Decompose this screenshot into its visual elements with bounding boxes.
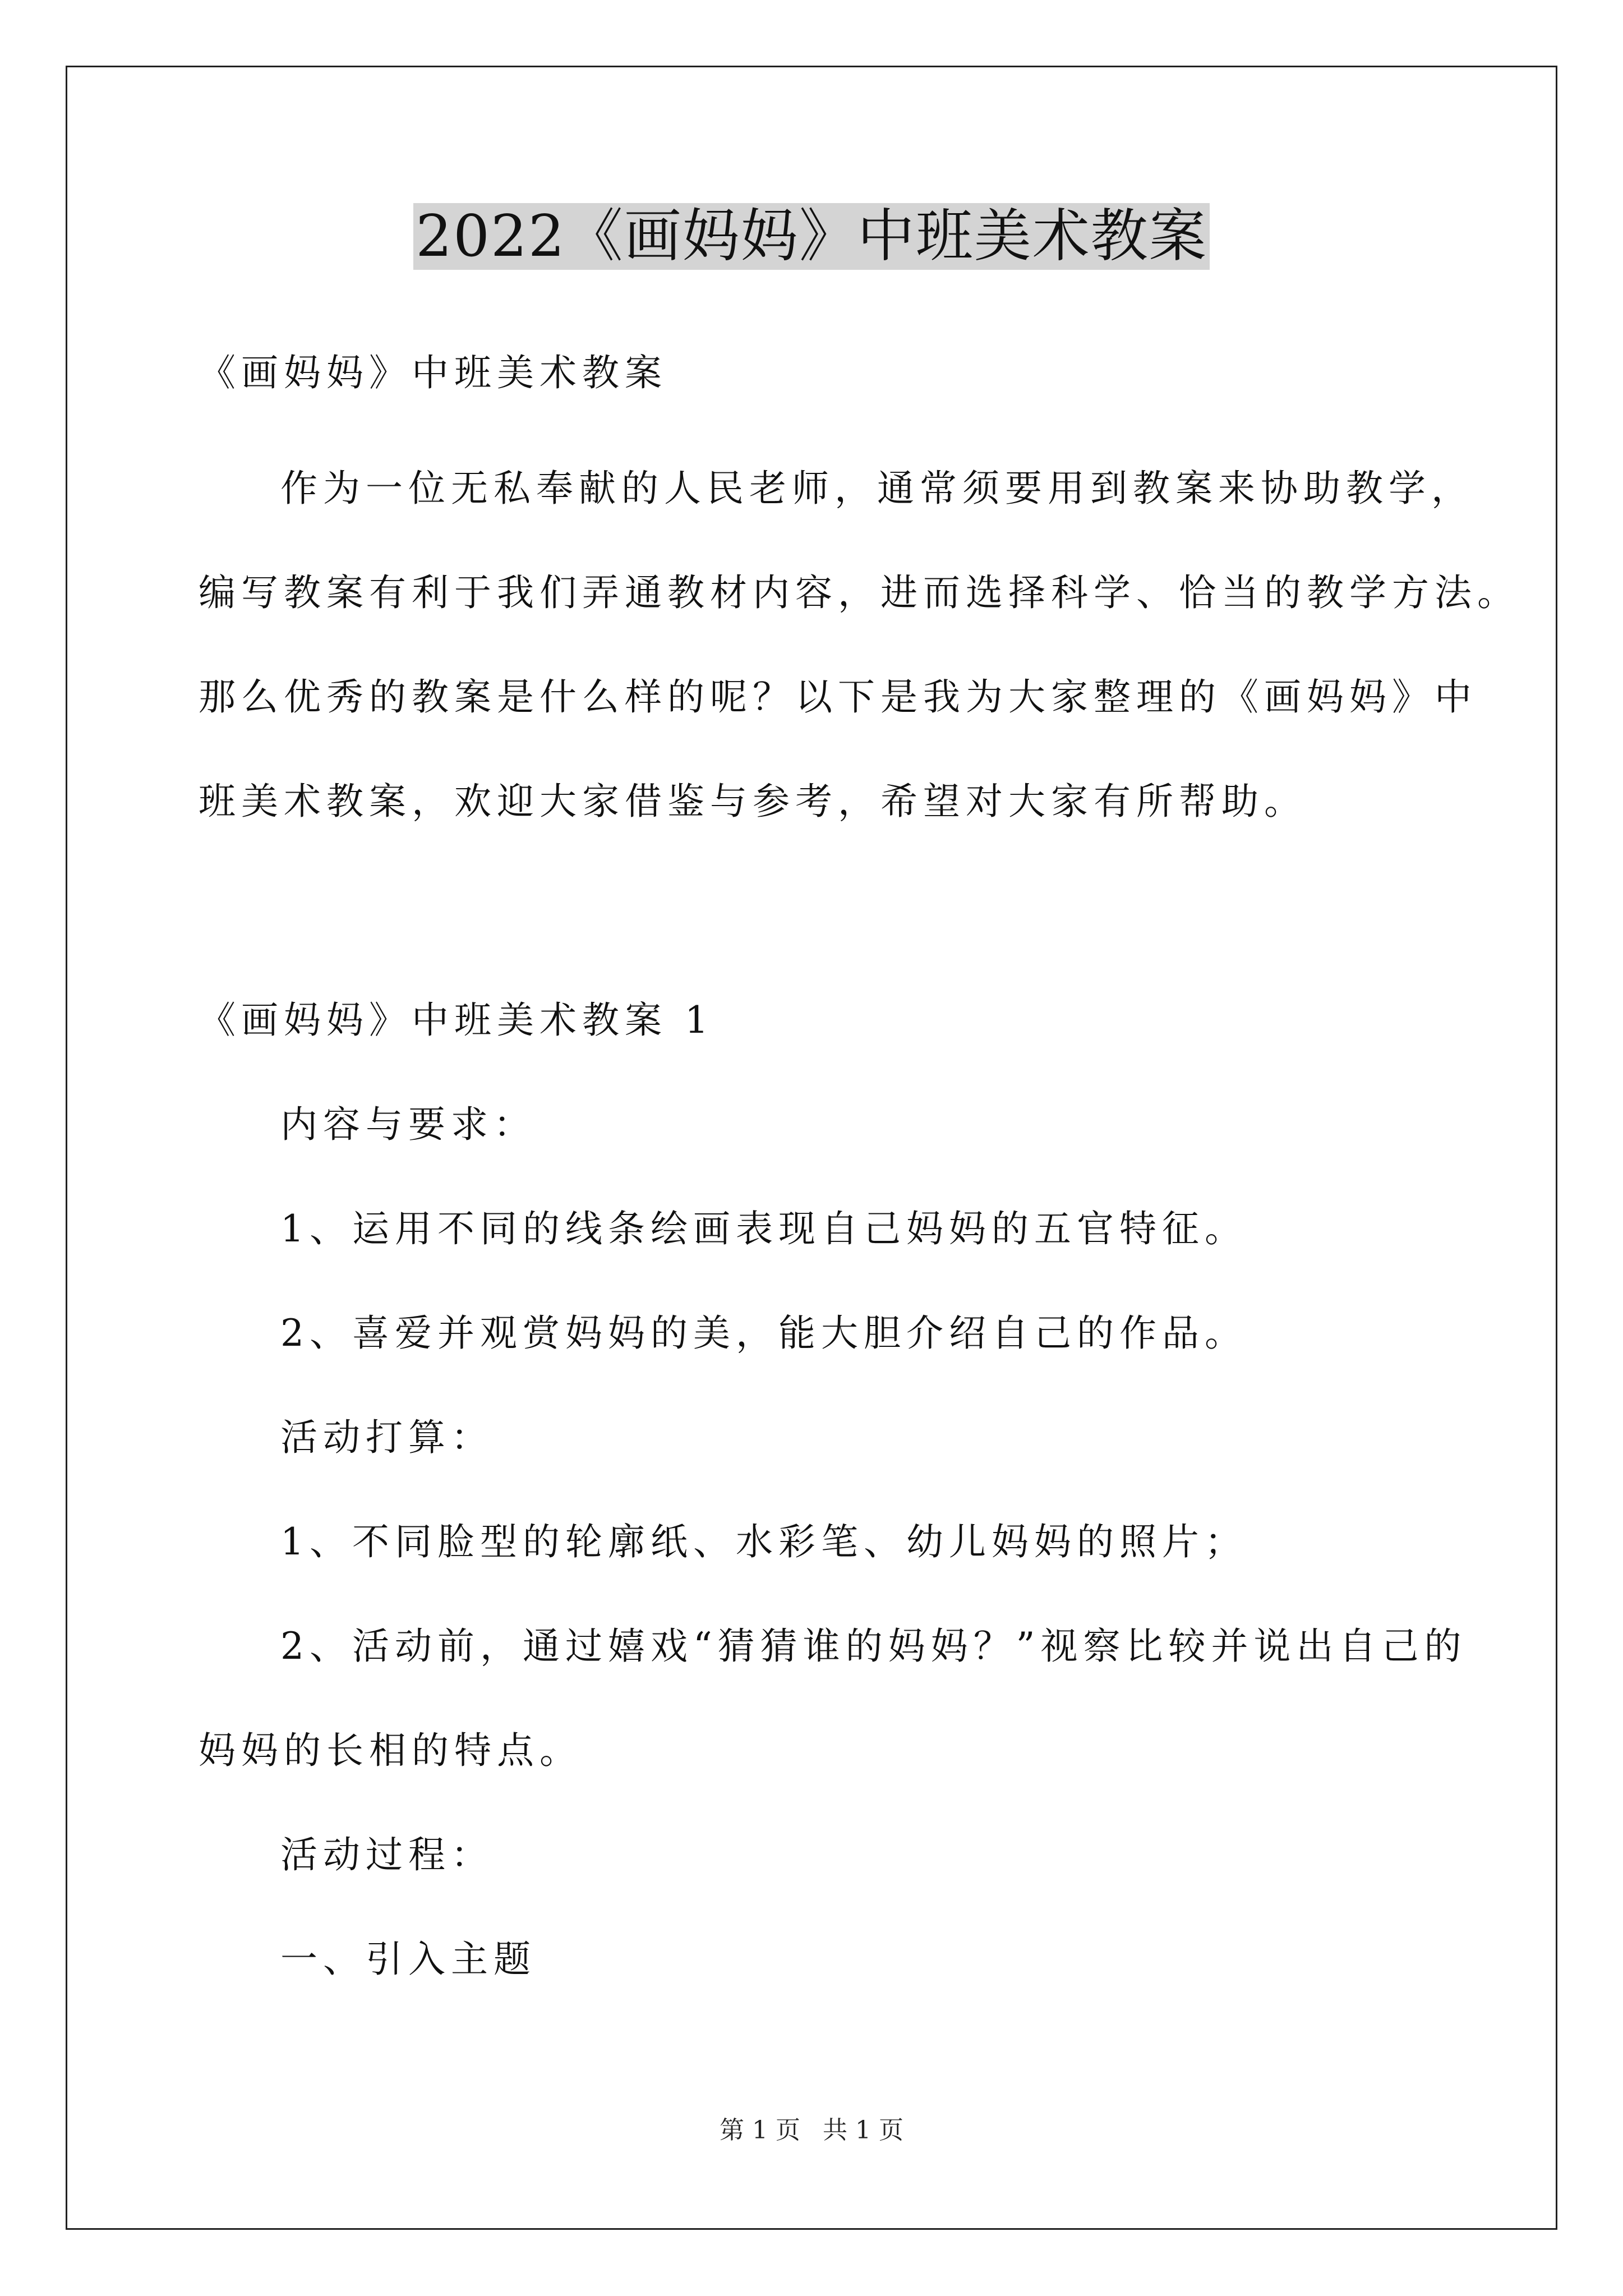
subtitle-line: 《画妈妈》中班美术教案 [199, 351, 667, 394]
list-item: 1、不同脸型的轮廓纸、水彩笔、幼儿妈妈的照片； [280, 1520, 1247, 1563]
paragraph-line: 活动过程： [280, 1833, 494, 1876]
list-item: 2、活动前，通过嬉戏“猜猜谁的妈妈？”视察比较并说出自己的 [280, 1625, 1467, 1668]
paragraph-line: 作为一位无私奉献的人民老师，通常须要用到教案来协助教学， [280, 467, 1474, 510]
paragraph-line: 编写教案有利于我们弄通教材内容，进而选择科学、恰当的教学方法。 [199, 571, 1520, 614]
paragraph-line: 那么优秀的教案是什么样的呢？以下是我为大家整理的《画妈妈》中 [199, 675, 1477, 719]
list-item: 1、运用不同的线条绘画表现自己妈妈的五官特征。 [280, 1207, 1247, 1250]
section-heading: 《画妈妈》中班美术教案 1 [199, 999, 714, 1042]
page-number: 第 1 页 [720, 2116, 800, 2145]
list-item: 2、喜爱并观赏妈妈的美，能大胆介绍自己的作品。 [280, 1312, 1247, 1355]
paragraph-line: 一、引入主题 [280, 1938, 536, 1981]
paragraph-line: 妈妈的长相的特点。 [199, 1729, 582, 1772]
document-title [0, 197, 1623, 276]
document-title-text: 2022《画妈妈》中班美术教案 [413, 203, 1210, 270]
paragraph-line: 活动打算： [280, 1416, 494, 1459]
paragraph-line: 班美术教案，欢迎大家借鉴与参考，希望对大家有所帮助。 [199, 780, 1307, 823]
page-footer [0, 2114, 1623, 2147]
page-total: 共 1 页 [823, 2116, 903, 2145]
paragraph-line: 内容与要求： [280, 1103, 536, 1146]
